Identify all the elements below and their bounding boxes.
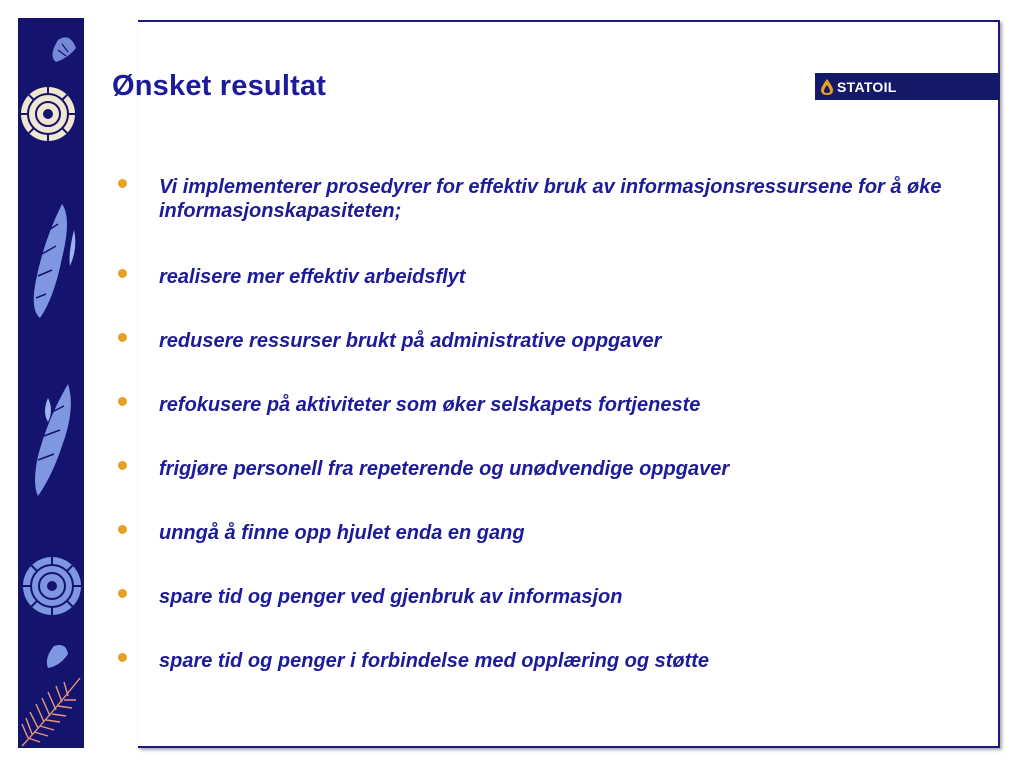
bullet-text: redusere ressurser brukt på administrative oppgaver bbox=[159, 330, 662, 352]
bullet-text: unngå å finne opp hjulet enda en gang bbox=[159, 522, 525, 544]
bullet-icon bbox=[118, 179, 127, 188]
slide-title: Ønsket resultat bbox=[112, 70, 327, 102]
list-item bbox=[118, 521, 958, 545]
bullet-icon bbox=[118, 589, 127, 598]
bullet-text: refokusere på aktiviteter som øker selskapets fortjeneste bbox=[159, 394, 701, 416]
bullet-list bbox=[118, 175, 958, 713]
decorative-fossil-strip bbox=[18, 18, 84, 748]
bullet-icon bbox=[118, 397, 127, 406]
bullet-icon bbox=[118, 525, 127, 534]
bullet-icon bbox=[118, 333, 127, 342]
bullet-text: realisere mer effektiv arbeidsflyt bbox=[159, 266, 466, 288]
list-item bbox=[118, 457, 958, 481]
list-item bbox=[118, 649, 958, 673]
list-item bbox=[118, 585, 958, 609]
bullet-text: spare tid og penger ved gjenbruk av informasjon bbox=[159, 586, 623, 608]
list-item bbox=[118, 175, 958, 223]
bullet-icon bbox=[118, 653, 127, 662]
logo-text: STATOIL bbox=[837, 78, 897, 95]
bullet-icon bbox=[118, 269, 127, 278]
bullet-text: frigjøre personell fra repeterende og unødvendige oppgaver bbox=[159, 458, 730, 480]
statoil-logo bbox=[815, 73, 1000, 100]
list-item bbox=[118, 265, 958, 289]
bullet-icon bbox=[118, 461, 127, 470]
fossil-illustration-icon bbox=[18, 18, 84, 748]
bullet-text: Vi implementerer prosedyrer for effektiv bruk av informasjonsressursene for å øke informasjonskapasiteten; bbox=[159, 176, 942, 222]
list-item bbox=[118, 393, 958, 417]
bullet-text: spare tid og penger i forbindelse med opplæring og støtte bbox=[159, 650, 710, 672]
flame-drop-icon bbox=[820, 78, 834, 96]
list-item bbox=[118, 329, 958, 353]
